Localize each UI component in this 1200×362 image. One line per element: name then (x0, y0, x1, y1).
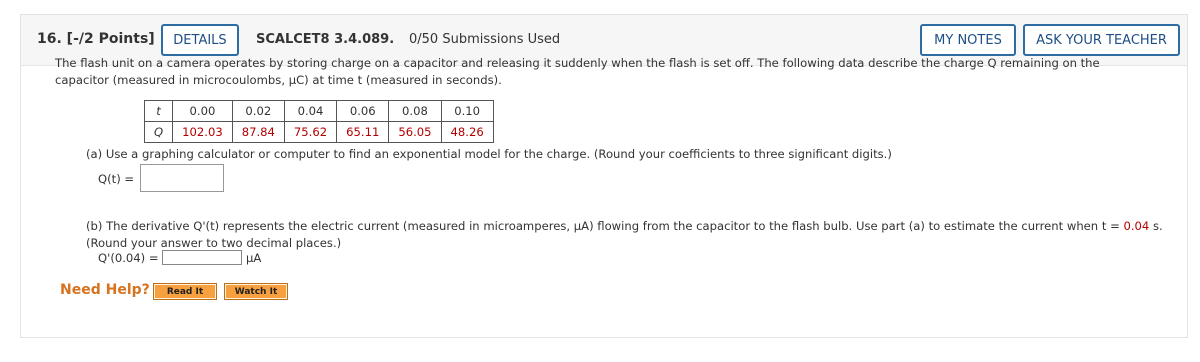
table-cell: 56.05 (389, 122, 441, 143)
table-cell: 48.26 (441, 122, 493, 143)
table-cell: 0.02 (232, 101, 284, 122)
table-cell: 0.04 (284, 101, 336, 122)
my-notes-button[interactable]: MY NOTES (920, 24, 1016, 56)
derivative-input[interactable] (162, 250, 242, 265)
table-header-t: t (145, 101, 173, 122)
details-button[interactable]: DETAILS (161, 24, 239, 56)
table-header-q: Q (145, 122, 173, 143)
table-cell: 75.62 (284, 122, 336, 143)
table-cell: 0.08 (389, 101, 441, 122)
question-code: SCALCET8 3.4.089. (256, 32, 395, 47)
table-cell: 0.10 (441, 101, 493, 122)
data-table (144, 100, 494, 143)
part-a-prompt: (a) Use a graphing calculator or computer to find an exponential model for the charge. (Round your coefficients to three significant digits.) (86, 147, 892, 161)
table-cell: 0.00 (173, 101, 233, 122)
table-row-q (145, 122, 494, 143)
table-cell: 102.03 (173, 122, 233, 143)
table-row-t (145, 101, 494, 122)
table-cell: 65.11 (337, 122, 389, 143)
question-stem: The flash unit on a camera operates by storing charge on a capacitor and releasing it suddenly when the flash is set off. The following data describe the charge Q remaining on the capacitor (measured in microcoulombs, μC) at time t (measured in seconds). (55, 56, 1100, 87)
part-b-prompt: (b) The derivative Q'(t) represents the electric current (measured in microamperes, μA) flowing from the capacitor to the flash bulb. Use part (a) to estimate the current when t = 0.04 s. (Round your answer to two decimal places.) (86, 219, 1163, 250)
read-it-button[interactable]: Read It (153, 283, 217, 300)
table-cell: 0.06 (337, 101, 389, 122)
unit-label: μA (246, 251, 262, 265)
watch-it-button[interactable]: Watch It (224, 283, 288, 300)
question-number: 16. [-/2 Points] (37, 31, 155, 47)
q-of-t-input[interactable] (140, 164, 224, 192)
need-help-label: Need Help? (60, 282, 150, 298)
q-of-t-label: Q(t) = (98, 172, 135, 186)
highlight-value: 0.04 (1123, 219, 1150, 233)
derivative-label: Q'(0.04) = (98, 251, 159, 265)
submissions-used: 0/50 Submissions Used (409, 32, 561, 47)
ask-teacher-button[interactable]: ASK YOUR TEACHER (1023, 24, 1180, 56)
table-cell: 87.84 (232, 122, 284, 143)
